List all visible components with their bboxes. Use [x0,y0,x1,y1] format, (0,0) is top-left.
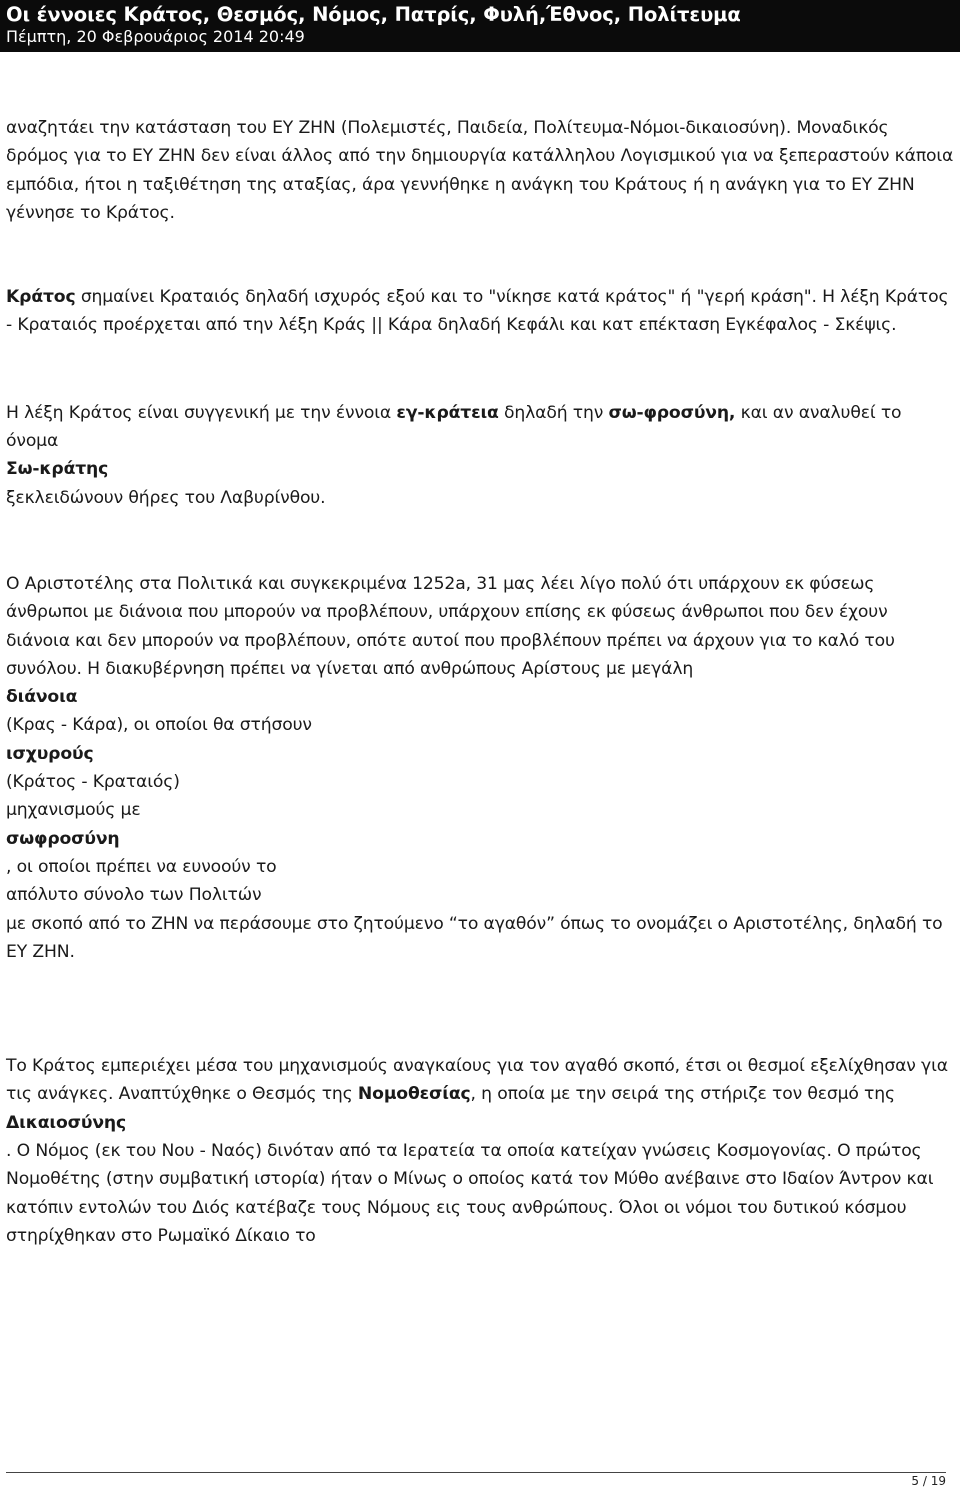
article-body [6,114,954,1250]
bold-term-sofrosyni: σω-φροσύνη, [608,402,736,423]
paragraph-text: αναζητάει την κατάσταση του ΕΥ ΖΗΝ (Πολεμιστές, Παιδεία, Πολίτευμα-Νόμοι-δικαιοσύνη). Μοναδικός δρόμος για το ΕΥ ΖΗΝ δεν είναι άλλος από την δημιουργία κατάλληλου Λογισμικού για να ξεπεραστούν κάποια εμπόδια, ήτοι η ταξιθέτηση της αταξίας, άρα γεννήθηκε η ανάγκη του Κράτους ή η ανάγκη για το ΕΥ ΖΗΝ γέννησε το Κράτος. [6,118,954,223]
paragraph-text: . Ο Νόμος (εκ του Νου - Ναός) δινόταν από τα Ιερατεία τα οποία κατείχαν γνώσεις Κοσμογονίας. Ο πρώτος Νομοθέτης (στην συμβατική ιστορία) ήταν ο Μίνως ο οποίος κατά τον Μύθο ανέβαινε στο Ιδαίον Άντρον και κατόπιν εντολών του Διός κατέβαζε τους Νόμους εις τους ανθρώπους. Όλοι οι νόμοι του δυτικού κόσμου στηρίχθηκαν στο Ρωμαϊκό Δίκαιο το [6,1141,934,1246]
paragraph-nomothesia [6,1052,954,1250]
paragraph-text: ξεκλειδώνουν θήρες του Λαβυρίνθου. [6,487,326,508]
paragraph-text: σημαίνει Κραταιός δηλαδή ισχυρός εξού και το "νίκησε κατά κράτος" ή "γερή κράση". Η λέξη Κράτος - Κραταιός προέρχεται από την λέξη Κράς || Κάρα δηλαδή Κεφάλι και κατ επέκταση Εγκέφαλος - Σκέψις. [6,287,949,336]
bold-term-egkrateia: εγ-κράτεια [396,402,499,423]
page-number: 5 / 19 [911,1474,946,1488]
bold-term-dikaiosynis: Δικαιοσύνης [6,1112,126,1133]
paragraph-aristotle [6,570,954,966]
paragraph-text: Το Κράτος εμπεριέχει μέσα του μηχανισμούς αναγκαίους για τον αγαθό σκοπό, έτσι οι θεσμοί εξελίχθησαν για τις ανάγκες. Αναπτύχθηκε ο Θεσμός της [6,1056,948,1105]
paragraph-text: δηλαδή την [498,402,609,423]
bold-term-sokratis: Σω-κράτης [6,459,109,480]
page-header [0,0,960,52]
article-title: Οι έννοιες Κράτος, Θεσμός, Νόμος, Πατρίς, Φυλή,Έθνος, Πολίτευμα [6,3,741,26]
paragraph-text: Η λέξη Κράτος είναι συγγενική με την έννοια [6,402,397,423]
footer-divider [6,1472,946,1473]
paragraph-text: με σκοπό από το ΖΗΝ να περάσουμε στο ζητούμενο “το αγαθόν” όπως το ονομάζει ο Αριστοτέλης, δηλαδή το ΕΥ ΖΗΝ. [6,913,943,962]
paragraph-text: (Κρας - Κάρα), οι οποίοι θα στήσουν [6,715,312,736]
paragraph-kratos-meaning [6,283,954,340]
paragraph-text: , οι οποίοι πρέπει να ευνοούν το [6,856,277,877]
bold-term-ischyrous: ισχυρούς [6,743,94,764]
paragraph-spacer [6,512,954,570]
paragraph-spacer [6,227,954,283]
bold-term-dianoia: διάνοια [6,687,78,708]
paragraph-egkrateia [6,399,954,512]
paragraph-text: (Κράτος - Κραταιός) [6,772,180,793]
paragraph-spacer [6,340,954,399]
article-date: Πέμπτη, 20 Φεβρουάριος 2014 20:49 [6,27,305,46]
bold-term-nomothesia: Νομοθεσίας [357,1084,471,1105]
paragraph-eu-zin [6,114,954,227]
paragraph-text: , η οποία με την σειρά της στήριζε τον θεσμό της [470,1084,895,1105]
paragraph-spacer [6,966,954,1052]
bold-term-kratos: Κράτος [6,287,76,308]
paragraph-text: μηχανισμούς με [6,800,141,821]
paragraph-text: απόλυτο σύνολο των Πολιτών [6,885,262,906]
paragraph-text: Ο Αριστοτέλης στα Πολιτικά και συγκεκριμένα 1252a, 31 μας λέει λίγο πολύ ότι υπάρχουν εκ φύσεως άνθρωποι με διάνοια που μπορούν να προβλέπουν, υπάρχουν επίσης εκ φύσεως άνθρωποι που δεν έχουν διάνοια και δεν μπορούν να προβλέπουν, οπότε αυτοί που προβλέπουν πρέπει να άρχουν για το καλό του συνόλου. Η διακυβέρνηση πρέπει να γίνεται από ανθρώπους Αρίστους με μεγάλη [6,573,895,679]
paragraph-text: και αν αναλυθεί το όνομα [6,402,902,452]
bold-term-sofrosyni: σωφροσύνη [6,828,120,849]
